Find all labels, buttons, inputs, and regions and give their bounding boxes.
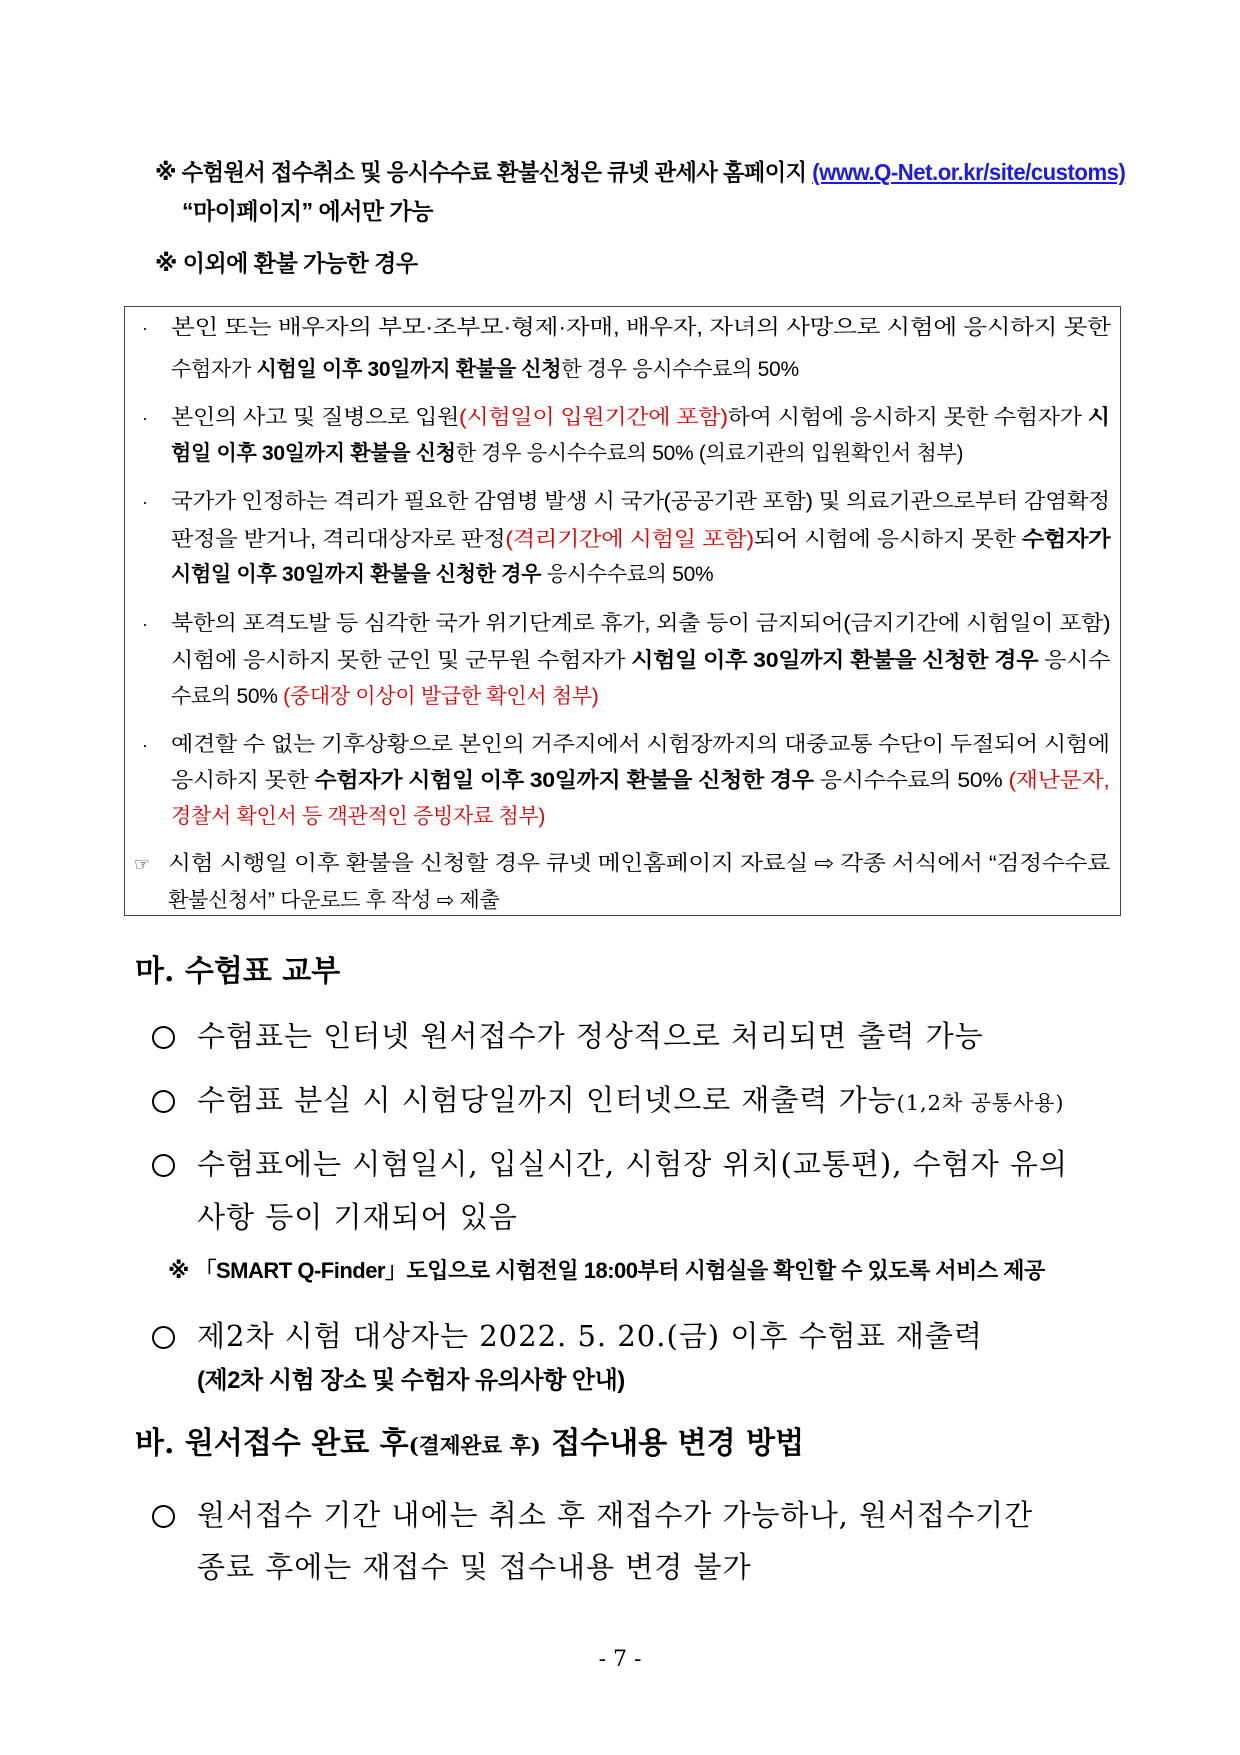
refund-case-line bbox=[171, 404, 1110, 432]
text-segment: 한 경우 응시수수료의 50% bbox=[561, 358, 799, 381]
text-segment: ※ 「SMART Q-Finder」도입으로 시험전일 18:00부터 시험실을 확인할 수 있도록 서비스 제공 bbox=[168, 1258, 1045, 1283]
text-segment: (재난문자, bbox=[1008, 769, 1110, 792]
text-segment: 본인의 사고 및 질병으로 입원 bbox=[171, 406, 460, 429]
bullet-icon: · bbox=[142, 318, 148, 338]
second-exam-guide bbox=[197, 1366, 625, 1396]
text-segment: “마이페이지” 에서만 가능 bbox=[182, 198, 433, 224]
other-refund-cases-title bbox=[155, 248, 418, 278]
text-segment: (결제완료 후) bbox=[408, 1434, 541, 1459]
circle-bullet-icon bbox=[152, 1090, 175, 1113]
refund-case-line bbox=[171, 610, 1110, 638]
circle-bullet-icon bbox=[152, 1326, 175, 1349]
text-segment: 제2차 시험 대상자는 2022. 5. 20.(금) 이후 수험표 재출력 bbox=[197, 1319, 983, 1353]
refund-case-line bbox=[171, 561, 713, 589]
change-policy bbox=[197, 1495, 1033, 1535]
text-segment: ※ 수험원서 접수취소 및 응시수수료 환불신청은 큐넷 관세사 홈페이지 bbox=[155, 159, 813, 185]
text-segment: 수험자가 bbox=[171, 358, 257, 381]
text-segment: 험일 이후 30일까지 환불을 신청 bbox=[171, 442, 456, 465]
text-segment: 수험자가 시험일 이후 30일까지 환불을 신청한 경우 bbox=[314, 769, 820, 792]
text-segment: 북한의 포격도발 등 심각한 국가 위기단계로 휴가, 외출 등이 금지되어(금지기간에 시험일이 포함) bbox=[171, 612, 1111, 635]
page-number: - 7 - bbox=[598, 1647, 642, 1672]
refund-case-line bbox=[171, 683, 599, 711]
refund-case-line bbox=[171, 647, 1110, 675]
refund-case-line bbox=[171, 356, 799, 384]
refund-case-line bbox=[171, 314, 1111, 342]
admission-ticket-contents bbox=[197, 1144, 1068, 1184]
text-segment: 응시수 bbox=[1044, 649, 1111, 672]
smart-qfinder-note bbox=[168, 1256, 1045, 1286]
text-segment: 수험표는 인터넷 원서접수가 정상적으로 처리되면 출력 가능 bbox=[197, 1019, 984, 1053]
text-segment: 수험표 분실 시 시험당일까지 인터넷으로 재출력 가능 bbox=[197, 1083, 897, 1117]
refund-case-line bbox=[171, 440, 963, 468]
text-segment: ※ 이외에 환불 가능한 경우 bbox=[155, 250, 418, 276]
text-segment: (1,2차 공통사용) bbox=[896, 1091, 1065, 1115]
section-heading-ba bbox=[135, 1424, 804, 1464]
qnet-customs-link[interactable]: (www.Q-Net.or.kr/site/customs) bbox=[812, 159, 1126, 185]
text-segment: (제2차 시험 장소 및 수험자 유의사항 안내) bbox=[197, 1367, 625, 1394]
refund-notice-mypage bbox=[182, 196, 433, 226]
text-segment: 경찰서 확인서 등 객관적인 증빙자료 첨부) bbox=[171, 805, 546, 828]
text-segment: 수험자가 bbox=[1021, 528, 1111, 551]
refund-case-line bbox=[171, 488, 1110, 516]
text-segment: 시험일 이후 30일까지 환불을 신청한 경우 bbox=[631, 649, 1045, 672]
bullet-icon: · bbox=[142, 492, 148, 512]
circle-bullet-icon bbox=[152, 1154, 175, 1177]
bullet-icon: · bbox=[142, 614, 148, 634]
text-segment: 판정을 받거나, 격리대상자로 판정 bbox=[171, 528, 506, 551]
refund-case-line bbox=[171, 526, 1110, 554]
admission-ticket-print bbox=[197, 1016, 984, 1056]
change-policy-cont bbox=[197, 1547, 752, 1587]
admission-ticket-reprint bbox=[197, 1080, 1065, 1120]
text-segment: 응시수수료의 50% bbox=[546, 563, 714, 586]
text-segment: 바. 원서접수 완료 후 bbox=[135, 1426, 409, 1461]
section-heading-ma bbox=[135, 952, 340, 992]
text-segment: 수료의 50% bbox=[171, 685, 284, 708]
circle-bullet-icon bbox=[152, 1026, 175, 1049]
text-segment: (시험일이 입원기간에 포함) bbox=[459, 406, 728, 429]
text-segment: 시험 시행일 이후 환불을 신청할 경우 큐넷 메인홈페이지 자료실 ⇨ 각종 서식에서 “검정수수료 bbox=[168, 852, 1110, 875]
refund-notice-line bbox=[155, 157, 1125, 187]
bullet-icon: · bbox=[142, 735, 148, 755]
text-segment: 하여 시험에 응시하지 못한 수험자가 bbox=[727, 406, 1088, 429]
refund-case-line bbox=[171, 767, 1109, 795]
refund-case-line bbox=[168, 887, 499, 915]
refund-case-line bbox=[168, 850, 1110, 878]
text-segment: 시험일 이후 30일까지 환불을 신청한 경우 bbox=[171, 563, 547, 586]
text-segment: 사항 등이 기재되어 있음 bbox=[197, 1200, 518, 1234]
text-segment: 응시하지 못한 bbox=[171, 769, 315, 792]
refund-case-line bbox=[171, 803, 545, 831]
text-segment: (격리기간에 시험일 포함) bbox=[505, 528, 754, 551]
text-segment: 마. 수험표 교부 bbox=[135, 954, 341, 989]
text-segment: 되어 시험에 응시하지 못한 bbox=[753, 528, 1022, 551]
text-segment: 응시수수료의 50% bbox=[819, 769, 1009, 792]
text-segment: 본인 또는 배우자의 부모·조부모·형제·자매, 배우자, 자녀의 사망으로 시험에 응시하지 못한 bbox=[171, 316, 1111, 339]
text-segment: 한 경우 응시수수료의 50% (의료기관의 입원확인서 첨부) bbox=[455, 442, 964, 465]
text-segment: 시험에 응시하지 못한 군인 및 군무원 수험자가 bbox=[171, 649, 632, 672]
circle-bullet-icon bbox=[152, 1505, 175, 1528]
text-segment: 환불신청서” 다운로드 후 작성 ⇨ 제출 bbox=[168, 889, 500, 912]
text-segment: 시 bbox=[1087, 406, 1110, 429]
text-segment: 원서접수 기간 내에는 취소 후 재접수가 가능하나, 원서접수기간 bbox=[197, 1498, 1034, 1532]
text-segment: 예견할 수 없는 기후상황으로 본인의 거주지에서 시험장까지의 대중교통 수단이 두절되어 시험에 bbox=[171, 733, 1110, 756]
text-segment: 시험일 이후 30일까지 환불을 신청 bbox=[256, 358, 562, 381]
refund-case-line bbox=[171, 731, 1110, 759]
admission-ticket-contents-cont bbox=[197, 1197, 518, 1237]
pointing-hand-icon: ☞ bbox=[134, 854, 151, 874]
text-segment: (중대장 이상이 발급한 확인서 첨부) bbox=[283, 685, 599, 708]
second-exam-reprint bbox=[197, 1316, 983, 1356]
text-segment: 접수내용 변경 방법 bbox=[540, 1426, 805, 1461]
bullet-icon: · bbox=[142, 408, 148, 428]
text-segment: 수험표에는 시험일시, 입실시간, 시험장 위치(교통편), 수험자 유의 bbox=[197, 1147, 1068, 1181]
text-segment: 종료 후에는 재접수 및 접수내용 변경 불가 bbox=[197, 1550, 752, 1584]
text-segment: 국가가 인정하는 격리가 필요한 감염병 발생 시 국가(공공기관 포함) 및 의료기관으로부터 감염확정 bbox=[171, 490, 1110, 513]
